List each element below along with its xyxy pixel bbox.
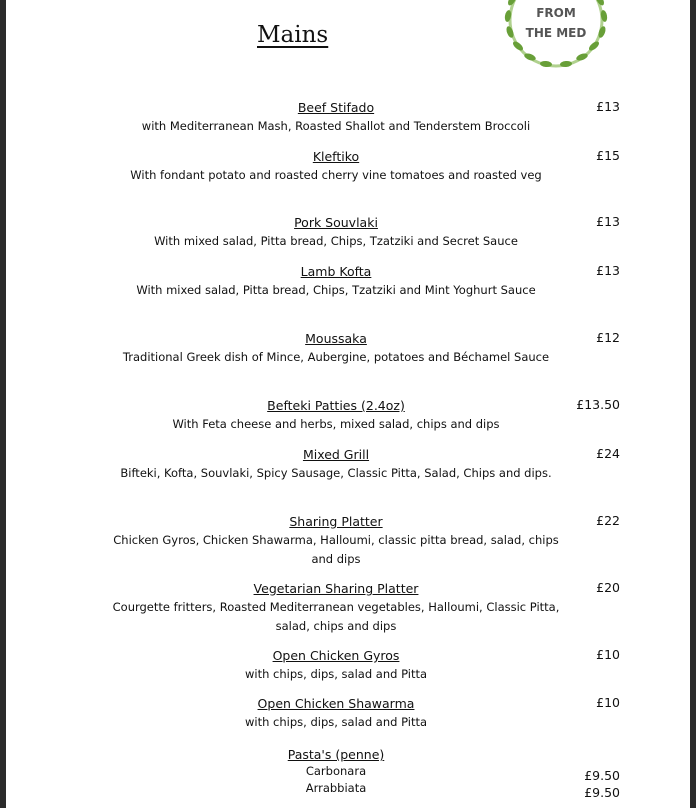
item-name: Befteki Patties (2.4oz) [267, 398, 405, 413]
menu-item [66, 263, 620, 300]
menu-page [6, 0, 690, 808]
item-name: Moussaka [305, 331, 367, 346]
item-name: Open Chicken Shawarma [257, 696, 415, 711]
pasta-section [66, 746, 620, 800]
item-description: Bifteki, Kofta, Souvlaki, Spicy Sausage, Classic Pitta, Salad, Chips and dips. [120, 466, 552, 480]
item-description: With mixed salad, Pitta bread, Chips, Tzatziki and Mint Yoghurt Sauce [136, 283, 536, 297]
menu-title: Mains [257, 22, 329, 48]
logo-text-line2: THE MED [525, 26, 587, 40]
pasta-option-name: Carbonara [305, 764, 367, 778]
item-name: Vegetarian Sharing Platter [253, 581, 419, 596]
item-description: With mixed salad, Pitta bread, Chips, Tzatziki and Secret Sauce [154, 234, 518, 248]
item-description: Chicken Gyros, Chicken Shawarma, Halloumi, classic pitta bread, salad, chips and dips [113, 533, 559, 566]
logo-text-line1: FROM [536, 6, 576, 20]
item-name: Beef Stifado [297, 100, 375, 115]
item-description: with chips, dips, salad and Pitta [244, 715, 428, 729]
item-name: Lamb Kofta [300, 264, 372, 279]
menu-item [66, 580, 620, 636]
menu-item [66, 330, 620, 367]
item-price: £13 [596, 263, 620, 278]
item-description: Traditional Greek dish of Mince, Aubergine, potatoes and Béchamel Sauce [122, 350, 550, 364]
menu-item [66, 99, 620, 136]
item-price: £10 [596, 647, 620, 662]
item-price: £10 [596, 695, 620, 710]
pasta-option [66, 780, 620, 800]
restaurant-logo [496, 0, 616, 80]
pasta-heading: Pasta's (penne) [287, 747, 385, 762]
item-name: Open Chicken Gyros [272, 648, 400, 663]
item-price: £13 [596, 214, 620, 229]
pasta-option-name: Arrabbiata [305, 781, 367, 795]
item-name: Sharing Platter [289, 514, 383, 529]
item-price: £24 [596, 446, 620, 461]
item-name: Kleftiko [312, 149, 360, 164]
item-description: with Mediterranean Mash, Roasted Shallot and Tenderstem Broccoli [141, 119, 531, 133]
item-price: £13.50 [576, 397, 620, 412]
menu-item [66, 513, 620, 569]
item-price: £12 [596, 330, 620, 345]
menu-item [66, 214, 620, 251]
item-description: with chips, dips, salad and Pitta [244, 667, 428, 681]
menu-item [66, 446, 620, 483]
item-description: With fondant potato and roasted cherry vine tomatoes and roasted veg [130, 168, 542, 182]
pasta-option-price: £9.50 [584, 768, 620, 783]
item-description: With Feta cheese and herbs, mixed salad, chips and dips [172, 417, 500, 431]
menu-item [66, 647, 620, 684]
menu-item [66, 397, 620, 434]
item-name: Pork Souvlaki [294, 215, 378, 230]
item-price: £13 [596, 99, 620, 114]
item-price: £15 [596, 148, 620, 163]
item-price: £22 [596, 513, 620, 528]
item-name: Mixed Grill [302, 447, 370, 462]
item-description: Courgette fritters, Roasted Mediterranean vegetables, Halloumi, Classic Pitta, salad, chips and dips [112, 600, 560, 633]
menu-item [66, 148, 620, 185]
item-price: £20 [596, 580, 620, 595]
menu-item [66, 695, 620, 732]
pasta-option-price: £9.50 [584, 785, 620, 800]
pasta-option [66, 763, 620, 783]
